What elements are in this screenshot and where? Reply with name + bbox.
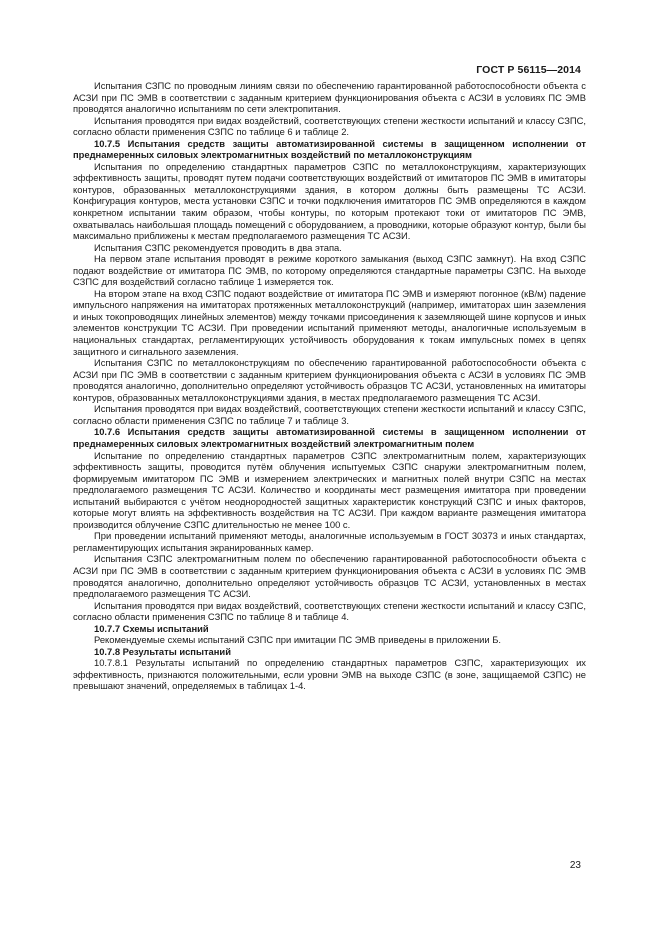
paragraph: Испытания СЗПС по проводным линиям связи по обеспечению гарантированной работоспособности объекта с АСЗИ при ПС ЭМВ в соответствии с заданным критерием функционирования объекта с АСЗИ в условиях ПС ЭМВ проводятся аналогично испытаниям по сети электропитания. [73, 80, 586, 115]
paragraph: На первом этапе испытания проводят в режиме короткого замыкания (выход СЗПС замкнут). На вход СЗПС подают воздействие от имитатора ПС ЭМВ, по которому определяются стандартные параметры СЗПС. На выходе СЗПС для воздействий согласно таблице 1 измеряется ток. [73, 253, 586, 288]
paragraph: Испытания СЗПС рекомендуется проводить в два этапа. [94, 241, 342, 253]
section-heading: 10.7.7 Схемы испытаний [94, 622, 209, 634]
page-number: 23 [569, 860, 581, 871]
paragraph: Испытания СЗПС по металлоконструкциям по обеспечению гарантированной работоспособности объекта с АСЗИ при ПС ЭМВ в соответствии с заданным критерием функционирования объекта с АСЗИ в условиях ПС ЭМВ проводятся аналогично, дополнительно определяют устойчивость образцов ТС АСЗИ, установленных на имитаторы контуров, образованных металлоконструкциями здания, в местах предполагаемого размещения ТС АСЗИ. [73, 357, 586, 403]
paragraph: 10.7.8.1 Результаты испытаний по определению стандартных параметров СЗПС, характеризующих их эффективность, признаются положительными, если уровни ЭМВ на выходе СЗПС (в зоне, защищаемой СЗПС) не превышают значений, определяемых в таблицах 1-4. [73, 657, 586, 692]
paragraph: Испытания проводятся при видах воздействий, соответствующих степени жесткости испытаний и классу СЗПС, согласно области применения СЗПС по таблице 8 и таблице 4. [73, 599, 586, 623]
section-heading: 10.7.6 Испытания средств защиты автоматизированной системы в защищенном исполнении от преднамеренных силовых электромагнитных воздействий электромагнитным полем [73, 426, 586, 449]
section-heading: 10.7.5 Испытания средств защиты автоматизированной системы в защищенном исполнении от преднамеренных силовых электромагнитных воздействий по металлоконструкциям [73, 137, 586, 161]
paragraph: При проведении испытаний применяют методы, аналогичные используемым в ГОСТ 30373 и иных стандартах, регламентирующих испытания экранированных камер. [73, 530, 586, 553]
paragraph: Испытания проводятся при видах воздействий, соответствующих степени жесткости испытаний и классу СЗПС, согласно области применения СЗПС по таблице 6 и таблице 2. [73, 114, 586, 138]
standard-header: ГОСТ Р 56115—2014 [476, 64, 581, 76]
body-text [73, 80, 586, 692]
paragraph: Испытания СЗПС электромагнитным полем по обеспечению гарантированной работоспособности объекта с АСЗИ при ПС ЭМВ в соответствии с заданным критерием функционирования объекта с АСЗИ в условиях ПС ЭМВ проводятся аналогично, дополнительно определяют устойчивость образцов ТС АСЗИ, установленных в местах предполагаемого размещения ТС АСЗИ. [73, 553, 586, 600]
paragraph: Испытания проводятся при видах воздействий, соответствующих степени жесткости испытаний и классу СЗПС, согласно области применения СЗПС по таблице 7 и таблице 3. [73, 403, 586, 426]
paragraph: Рекомендуемые схемы испытаний СЗПС при имитации ПС ЭМВ приведены в приложении Б. [94, 634, 502, 646]
paragraph: На втором этапе на вход СЗПС подают воздействие от имитатора ПС ЭМВ и измеряют погонное (кВ/м) падение импульсного напряжения на имитаторах протяженных металлоконструкций (например, имитаторах шин заземления и иных токопроводящих линейных элементов) между точками присоединения к заземляющей шине корпусов и иных элементов конструкции ТС АСЗИ. При проведении испытаний применяют методы, аналогичные используемым в национальных стандартах, регламентирующих устойчивость оборудования к токам импульсных помех в цепях защитного и сигнального заземления. [73, 287, 586, 357]
section-heading: 10.7.8 Результаты испытаний [94, 645, 231, 657]
paragraph: Испытание по определению стандартных параметров СЗПС электромагнитным полем, характеризующих эффективность защиты, проводится путём облучения испытуемых СЗПС снаружи электромагнитным полем, формируемым имитатором ПС ЭМВ и измерением электрических и магнитных полей внутри СЗПС на местах предполагаемого размещения ТС АСЗИ. Количество и координаты мест размещения имитатора при проведении испытаний выбираются с учётом неоднородностей защитных характеристик конструкций СЗПС и иных факторов, которые могут влиять на эффективность воздействия на ТС АСЗИ. При каждом варианте размещения имитатора производится облучение СЗПС длительностью не менее 100 с. [73, 449, 586, 530]
paragraph: Испытания по определению стандартных параметров СЗПС по металлоконструкциям, характеризующих эффективность защиты, проводят путем подачи соответствующих воздействий от имитаторов ПС ЭМВ в имитаторы контуров, образованных металлоконструкциями здания, в котором должны быть размещены ТС АСЗИ. Конфигурация контуров, места установки СЗПС и точки подключения имитаторов ПС ЭМВ определяются в каждом конкретном испытании таким образом, чтобы контуры, по которым протекают токи от имитаторов ПС ЭМВ, охватывалась наибольшая площадь помещений с оборудованием, а проводники, которые образуют контур, были бы максимально приближены к местам предполагаемого размещения ТС АСЗИ. [73, 160, 586, 242]
